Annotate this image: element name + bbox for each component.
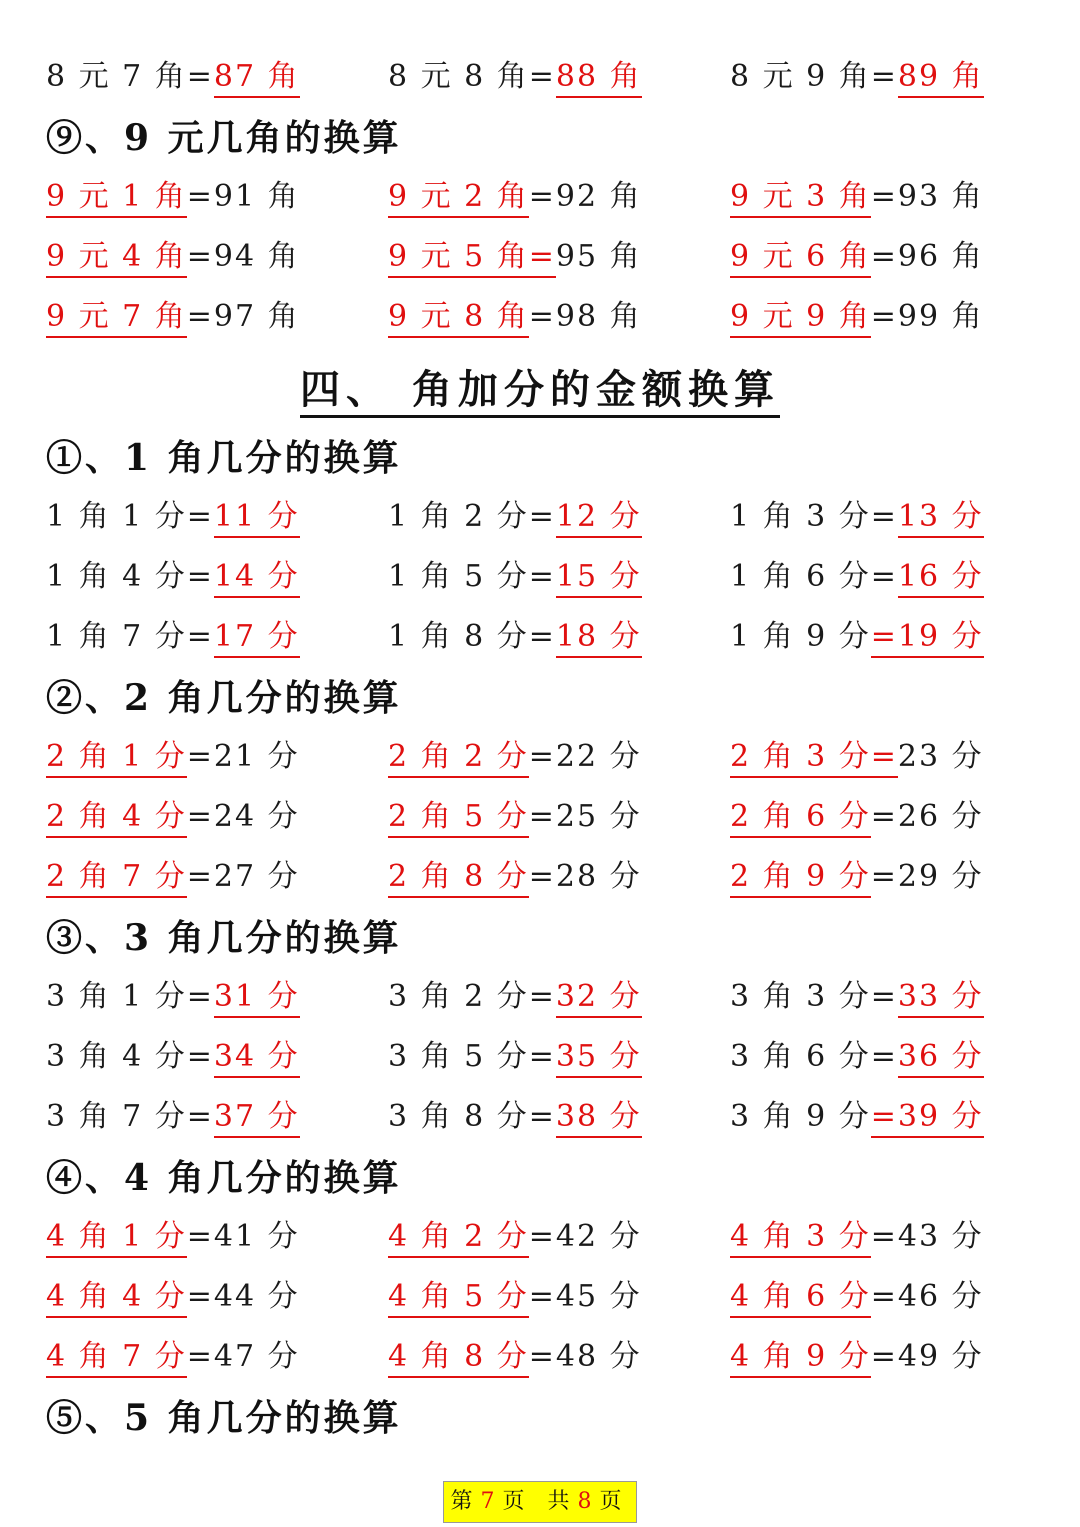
problem [46, 1272, 300, 1322]
answer: =24 分 [186, 799, 300, 834]
answer: 23 分 [897, 739, 984, 774]
problem-row [0, 732, 1080, 782]
problem-row [0, 552, 1080, 602]
footer-text: 第 [450, 1489, 481, 1514]
answer: =46 分 [870, 1279, 984, 1314]
problem [388, 1332, 642, 1382]
problem [730, 232, 984, 282]
problem [46, 232, 300, 282]
problem [730, 492, 984, 542]
prompt: 2 角 5 分 [388, 799, 529, 838]
problem [388, 292, 642, 342]
answer: 13 分 [898, 499, 984, 538]
problem [730, 1272, 984, 1322]
prompt: 1 角 3 分= [730, 499, 898, 534]
prompt: 9 元 6 角 [730, 239, 871, 278]
problem [388, 232, 642, 282]
answer: 31 分 [214, 979, 300, 1018]
total-pages: 8 [577, 1489, 600, 1514]
answer: =26 分 [870, 799, 984, 834]
problem-row [0, 1332, 1080, 1382]
problem [46, 552, 300, 602]
prompt: 2 角 8 分 [388, 859, 529, 898]
problem-row [0, 852, 1080, 902]
answer: =45 分 [528, 1279, 642, 1314]
problem-row [0, 232, 1080, 282]
prompt: 4 角 7 分 [46, 1339, 187, 1378]
answer: 37 分 [214, 1099, 300, 1138]
answer: 32 分 [556, 979, 642, 1018]
problem-row [0, 492, 1080, 542]
answer: =98 角 [528, 299, 642, 334]
answer: 34 分 [214, 1039, 300, 1078]
footer-text: 页 [599, 1489, 630, 1514]
problem [46, 732, 300, 782]
problem [388, 972, 642, 1022]
answer: 35 分 [556, 1039, 642, 1078]
prompt: 8 元 7 角= [46, 59, 214, 94]
answer: =97 角 [186, 299, 300, 334]
answer: =49 分 [870, 1339, 984, 1374]
answer: =21 分 [186, 739, 300, 774]
heading-2jiao: ②、2 角几分的换算 [46, 677, 402, 719]
answer: =29 分 [870, 859, 984, 894]
problem [730, 1032, 984, 1082]
problem [46, 1092, 300, 1142]
prompt: 4 角 5 分 [388, 1279, 529, 1318]
section-title [0, 360, 1080, 420]
answer: =93 角 [870, 179, 984, 214]
problem-row [0, 1092, 1080, 1142]
answer: =41 分 [186, 1219, 300, 1254]
problem-8-9 [730, 52, 984, 102]
prompt: 9 元 7 角 [46, 299, 187, 338]
prompt: 9 元 4 角 [46, 239, 187, 278]
prompt: 2 角 7 分 [46, 859, 187, 898]
answer: 17 分 [214, 619, 300, 658]
prompt: 4 角 1 分 [46, 1219, 187, 1258]
answer: =44 分 [186, 1279, 300, 1314]
prompt: 3 角 5 分= [388, 1039, 556, 1074]
problem-8-8 [388, 52, 642, 102]
section-title-text: 四、 角加分的金额换算 [300, 366, 780, 418]
problem-row [0, 292, 1080, 342]
prompt: 1 角 8 分= [388, 619, 556, 654]
prompt: 8 元 8 角= [388, 59, 556, 94]
problem-row [0, 1032, 1080, 1082]
answer: =22 分 [528, 739, 642, 774]
problem [730, 792, 984, 842]
problem [388, 1092, 642, 1142]
problem [388, 792, 642, 842]
prompt: 3 角 6 分= [730, 1039, 898, 1074]
answer: 14 分 [214, 559, 300, 598]
prompt: 3 角 4 分= [46, 1039, 214, 1074]
page-footer [443, 1481, 637, 1523]
heading-3jiao: ③、3 角几分的换算 [46, 917, 402, 959]
answer: =43 分 [870, 1219, 984, 1254]
answer: 36 分 [898, 1039, 984, 1078]
problem [46, 792, 300, 842]
prompt: 4 角 3 分 [730, 1219, 871, 1258]
problem [388, 492, 642, 542]
answer: =94 角 [186, 239, 300, 274]
prompt: 2 角 2 分 [388, 739, 529, 778]
prompt: 4 角 6 分 [730, 1279, 871, 1318]
prompt: 4 角 2 分 [388, 1219, 529, 1258]
problem [388, 1212, 642, 1262]
problem [46, 172, 300, 222]
prompt: 2 角 1 分 [46, 739, 187, 778]
problem [730, 292, 984, 342]
problem-row [0, 172, 1080, 222]
problem [730, 852, 984, 902]
problem [730, 1332, 984, 1382]
heading-4jiao: ④、4 角几分的换算 [46, 1157, 402, 1199]
problem [388, 612, 642, 662]
problem [730, 1212, 984, 1262]
problem [388, 1272, 642, 1322]
answer: 16 分 [898, 559, 984, 598]
answer: =92 角 [528, 179, 642, 214]
prompt: 9 元 9 角 [730, 299, 871, 338]
prompt: 2 角 4 分 [46, 799, 187, 838]
problem [730, 172, 984, 222]
answer: =19 分 [871, 619, 984, 658]
prompt: 9 元 1 角 [46, 179, 187, 218]
prompt: 3 角 2 分= [388, 979, 556, 1014]
prompt: 1 角 4 分= [46, 559, 214, 594]
answer: 11 分 [214, 499, 300, 538]
problem [730, 612, 984, 662]
problem [46, 1212, 300, 1262]
prompt: 9 元 5 角= [388, 239, 556, 278]
answer: =27 分 [186, 859, 300, 894]
heading-5jiao: ⑤、5 角几分的换算 [46, 1397, 402, 1439]
prompt: 1 角 7 分= [46, 619, 214, 654]
prompt: 1 角 2 分= [388, 499, 556, 534]
prompt: 4 角 8 分 [388, 1339, 529, 1378]
problem [46, 1032, 300, 1082]
problem-row [0, 1272, 1080, 1322]
answer: =99 角 [870, 299, 984, 334]
problem [388, 732, 642, 782]
answer: =47 分 [186, 1339, 300, 1374]
prompt: 9 元 3 角 [730, 179, 871, 218]
prompt: 9 元 8 角 [388, 299, 529, 338]
problem [388, 852, 642, 902]
heading-9yuan: ⑨、9 元几角的换算 [46, 117, 402, 159]
row-8yuan [0, 52, 1080, 102]
problem [730, 1092, 984, 1142]
problem [46, 292, 300, 342]
problem [388, 1032, 642, 1082]
prompt: 3 角 1 分= [46, 979, 214, 1014]
problem [730, 732, 984, 782]
prompt: 3 角 8 分= [388, 1099, 556, 1134]
prompt: 4 角 4 分 [46, 1279, 187, 1318]
answer: 33 分 [898, 979, 984, 1018]
footer-text: 页 共 [502, 1489, 578, 1514]
answer: 89 角 [898, 59, 984, 98]
prompt: 2 角 9 分 [730, 859, 871, 898]
problem [46, 492, 300, 542]
prompt: 3 角 7 分= [46, 1099, 214, 1134]
prompt: 3 角 9 分 [730, 1099, 871, 1134]
prompt: 9 元 2 角 [388, 179, 529, 218]
answer: 18 分 [556, 619, 642, 658]
prompt: 4 角 9 分 [730, 1339, 871, 1378]
answer: =48 分 [528, 1339, 642, 1374]
answer: =96 角 [870, 239, 984, 274]
problem [46, 972, 300, 1022]
answer: 38 分 [556, 1099, 642, 1138]
problem-row [0, 792, 1080, 842]
answer: 12 分 [556, 499, 642, 538]
heading-1jiao: ①、1 角几分的换算 [46, 437, 402, 479]
problem-row [0, 612, 1080, 662]
problem [730, 552, 984, 602]
prompt: 1 角 5 分= [388, 559, 556, 594]
problem [730, 972, 984, 1022]
answer: =25 分 [528, 799, 642, 834]
answer: 88 角 [556, 59, 642, 98]
prompt: 2 角 6 分 [730, 799, 871, 838]
prompt: 3 角 3 分= [730, 979, 898, 1014]
answer: 95 角 [555, 239, 642, 274]
prompt: 8 元 9 角= [730, 59, 898, 94]
problem-row [0, 972, 1080, 1022]
prompt: 1 角 1 分= [46, 499, 214, 534]
answer: =91 角 [186, 179, 300, 214]
answer: 15 分 [556, 559, 642, 598]
page-number: 7 [480, 1489, 503, 1514]
problem [388, 172, 642, 222]
problem-row [0, 1212, 1080, 1262]
answer: =39 分 [871, 1099, 984, 1138]
problem [46, 612, 300, 662]
answer: =28 分 [528, 859, 642, 894]
prompt: 2 角 3 分= [730, 739, 898, 778]
problem [46, 852, 300, 902]
answer: 87 角 [214, 59, 300, 98]
prompt: 1 角 6 分= [730, 559, 898, 594]
problem [46, 1332, 300, 1382]
problem [388, 552, 642, 602]
prompt: 1 角 9 分 [730, 619, 871, 654]
answer: =42 分 [528, 1219, 642, 1254]
problem-8-7 [46, 52, 300, 102]
